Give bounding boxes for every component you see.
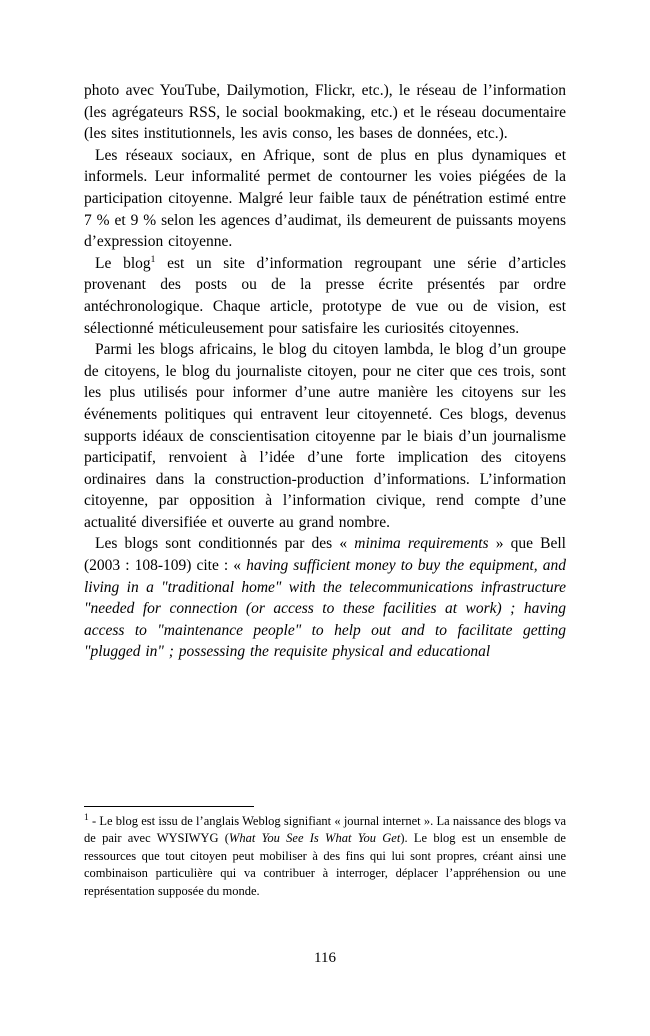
- page-number: 116: [314, 950, 336, 966]
- text-run: Les blogs sont conditionnés par des «: [95, 535, 355, 553]
- text-run: ). Le blog est un ensemble de ressources que tout citoyen peut mobiliser à des fins qui lui sont propres, créant ainsi une combinaison particulière qui va contribuer à interroger, déplacer l’appréhension ou une représentation supposée du monde.: [84, 831, 566, 898]
- text-run: est un site d’information regroupant une série d’articles provenant des posts ou de la presse écrite présentés par ordre antéchronologique. Chaque article, prototype de vue ou de vision, est sélectionné méticuleusement pour satisfaire les curiosités citoyennes.: [84, 254, 566, 337]
- paragraph: [84, 533, 566, 663]
- italic-text: having sufficient money to buy the equipment, and living in a "traditional home" with the telecommunications infrastructure "needed for connection (or access to these facilities at work) ; having access to "maintenance people" to help out and to facilitate getting "plugged in" ; possessing the requisite physical and educational: [84, 557, 566, 661]
- footnote-text: [84, 813, 566, 900]
- paragraph: [84, 145, 566, 253]
- paragraph: [84, 339, 566, 533]
- footnote-reference: 1: [150, 254, 156, 265]
- text-run: Parmi les blogs africains, le blog du citoyen lambda, le blog d’un groupe de citoyens, le blog du journaliste citoyen, pour ne citer que ces trois, sont les plus utilisés pour informer d’une autre manière les citoyens sur les événements politiques qui entravent leur citoyenneté. Ces blogs, devenus supports idéaux de conscientisation citoyenne par le biais d’un journalisme participatif, renvoient à l’idée d’une forte implication des citoyens ordinaires dans la construction-production d’informations. L’information citoyenne, par opposition à l’information civique, rend compte d’une actualité diversifiée et ouverte au grand nombre.: [84, 341, 566, 531]
- text-run: » que Bell (2003 : 108-109) cite : «: [84, 535, 566, 575]
- footnote-separator: [84, 806, 254, 807]
- paragraph: [84, 253, 566, 339]
- footnote-reference: 1: [84, 812, 89, 823]
- paragraph: [84, 80, 566, 145]
- italic-text: minima requirements: [354, 535, 489, 553]
- text-run: photo avec YouTube, Dailymotion, Flickr, etc.), le réseau de l’information (les agrégateurs RSS, le social bookmaking, etc.) et le réseau documentaire (les sites institutionnels, les avis conso, les bases de données, etc.).: [84, 82, 566, 143]
- text-run: - Le blog est issu de l’anglais Weblog signifiant « journal internet ». La naissance des blogs va de pair avec WYSIWYG (: [84, 814, 566, 846]
- text-run: Les réseaux sociaux, en Afrique, sont de plus en plus dynamiques et informels. Leur informalité permet de contourner les voies piégées de la participation citoyenne. Malgré leur faible taux de pénétration estimé entre 7 % et 9 % selon les agences d’audimat, ils demeurent de puissants moyens d’expression citoyenne.: [84, 146, 566, 251]
- body-text: [84, 80, 566, 663]
- text-run: Le blog: [95, 254, 151, 272]
- italic-text: What You See Is What You Get: [228, 831, 401, 846]
